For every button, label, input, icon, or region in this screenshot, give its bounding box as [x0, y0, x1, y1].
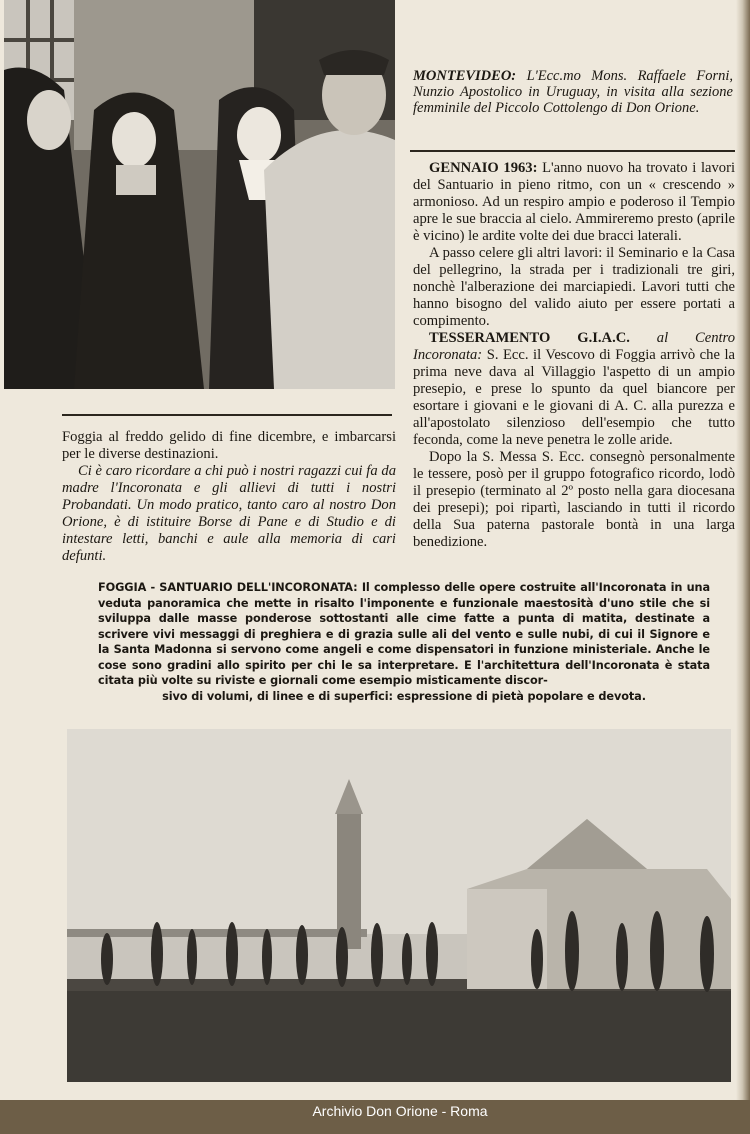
- rule-left: [62, 414, 392, 416]
- p3-lead: TESSERAMENTO G.I.A.C.: [429, 330, 630, 346]
- left-p1: Foggia al freddo gelido di fine dicembre, e imbarcarsi per le diverse destinazioni.: [62, 429, 396, 462]
- page-edge-shadow: [736, 0, 750, 1134]
- right-column: [413, 160, 735, 551]
- p4-text: Dopo la S. Messa S. Ecc. consegnò personalmente le tessere, posò per il gruppo fotografico ricordo, lodò il presepio (terminato al 2º posto nella gara diocesana dei presepi); poi ripartì, lasciando in tutti il ricordo della Sua paterna pastorale bontà in una larga benedizione.: [413, 449, 735, 550]
- left-column: [62, 429, 396, 565]
- p3-italic: al Centro Incoronata:: [413, 330, 735, 363]
- caption-place: MONTEVIDEO:: [413, 68, 517, 84]
- p1-lead: GENNAIO 1963:: [429, 160, 538, 176]
- footer-archive-label: Archivio Don Orione - Roma: [312, 1103, 488, 1119]
- p2-text: A passo celere gli altri lavori: il Seminario e la Casa del pellegrino, la strada per i tradizionali tre giri, nonchè l'alberazione dei marciapiedi. Lavori tutti che hanno bisogno del valido aiuto per essere portati a compimento.: [413, 245, 735, 329]
- photo-sanctuary-graphic: [67, 729, 731, 1082]
- photo-nuns-nuncio-graphic: [4, 0, 395, 389]
- left-p2: Ci è caro ricordare a chi può i nostri ragazzi cui fa da madre l'Incoronata e gli allievi di tutti i nostri Probandati. Un modo pratico, tanto caro al nostro Don Orione, è di istituire Borse di Pane e di Studio e di intestare letti, banchi e aule alla memoria di cari defunti.: [62, 463, 396, 564]
- top-photo-caption: [413, 68, 733, 116]
- sanctuary-caption-last-line: sivo di volumi, di linee e di superfici: espressione di pietà popolare e devota.: [162, 689, 646, 703]
- sanctuary-caption-text: FOGGIA - SANTUARIO DELL'INCORONATA: Il complesso delle opere costruite all'Incoronata in una veduta panoramica che mette in risalto l'imponente e funzionale maestosità d'uno stile che si sviluppa dalle masse ponderose sottostanti alle cime fatte a punta di matita, destinate a scrivere vivi messaggi di preghiera e di grazia sulle ali del vento e sulle nubi, di cui il Signore e la Santa Madonna si servono come angeli e come dispensatori in funzione ministeriale. Anche le cose sono gradini allo spirito per chi le sa interpretare. E l'architettura dell'Incoronata è stata citata più volte su riviste e giornali come esempio misticamente discor-: [98, 581, 710, 687]
- p3-text: S. Ecc. il Vescovo di Foggia arrivò che la prima neve dava al Villaggio l'aspetto di un ampio presepio, e prese lo spunto da quel biancore per esortare i giovani e le giovani di A. C. alla purezza e all'apostolato silenzioso dell'esempio che tutto feconda, come la neve penetra le zolle aride.: [413, 347, 735, 448]
- caption-text: L'Ecc.mo Mons. Raffaele Forni, Nunzio Apostolico in Uruguay, in visita alla sezione femminile del Piccolo Cottolengo di Don Orione.: [413, 68, 733, 116]
- rule-right: [410, 150, 735, 152]
- photo-nuns-nuncio: [4, 0, 395, 389]
- photo-sanctuary: [67, 729, 731, 1082]
- p1-text: L'anno nuovo ha trovato i lavori del Santuario in pieno ritmo, con un « crescendo » armonioso. Ad un respiro ampio e poderoso il Tempio apre le sue braccia al cielo. Ammireremo presto (aprile è vicino) le ardite volte dei due bracci laterali.: [413, 160, 735, 244]
- sanctuary-caption: [98, 580, 710, 704]
